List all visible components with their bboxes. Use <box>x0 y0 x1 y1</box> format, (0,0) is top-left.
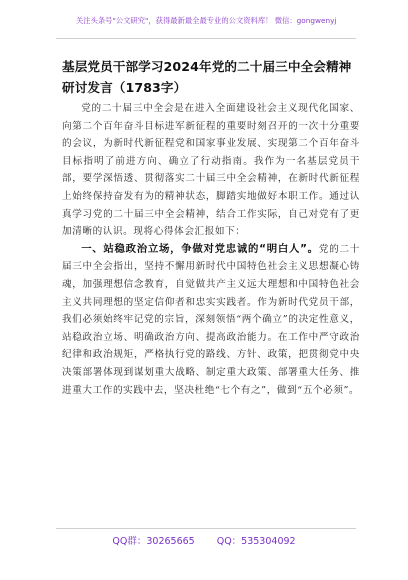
document-title: 基层党员干部学习2024年党的二十届三中全会精神研讨发言（1783字） <box>62 59 352 95</box>
footer-qq: QQ：535304092 <box>216 536 296 547</box>
header-banner: 关注头条号"公文研究"，获得最新最全最专业的公文资料库！ 微信：gongwenyj <box>76 16 337 25</box>
section-heading: 一、站稳政治立场，争做对党忠诚的“明白人”。 <box>81 242 319 255</box>
document-body <box>62 100 360 399</box>
footer-divider <box>56 528 356 529</box>
footer-qq-group: QQ群：30265665 <box>112 536 195 547</box>
header-divider <box>56 38 356 39</box>
section-1-paragraph <box>62 241 360 399</box>
section-1-text: 党的二十届三中全会指出，坚持不懈用新时代中国特色社会主义思想凝心铸魂，加强理想信念教育，自觉做共产主义远大理想和中国特色社会主义共同理想的坚定信仰者和忠实实践者。作为新时代党员干部，我们必须始终牢记党的宗旨，深刻领悟“两个确立”的决定性意义，站稳政治立场、明确政治方向、提高政治能力。在工作中严守政治纪律和政治规矩，严格执行党的路线、方针、政策，把贯彻党中央决策部署体现到谋划重大战略、制定重大政策、部署重大任务、推进重大工作的实践中去，坚决杜绝“七个有之”，做到“五个必须”。 <box>62 243 360 396</box>
intro-paragraph: 党的二十届三中全会是在进入全面建设社会主义现代化国家、向第二个百年奋斗目标进军新征程的重要时刻召开的一次十分重要的会议，为新时代新征程党和国家事业发展、实现第二个百年奋斗目标指明了前进方向、确立了行动指南。我作为一名基层党员干部，要学深悟透、贯彻落实二十届三中全会精神，在新时代新征程上始终保持奋发有为的精神状态，脚踏实地做好本职工作。通过认真学习党的二十届三中全会精神，结合工作实际，自己对党有了更加清晰的认识。现将心得体会汇报如下： <box>62 103 360 238</box>
footer-contact <box>0 533 408 547</box>
